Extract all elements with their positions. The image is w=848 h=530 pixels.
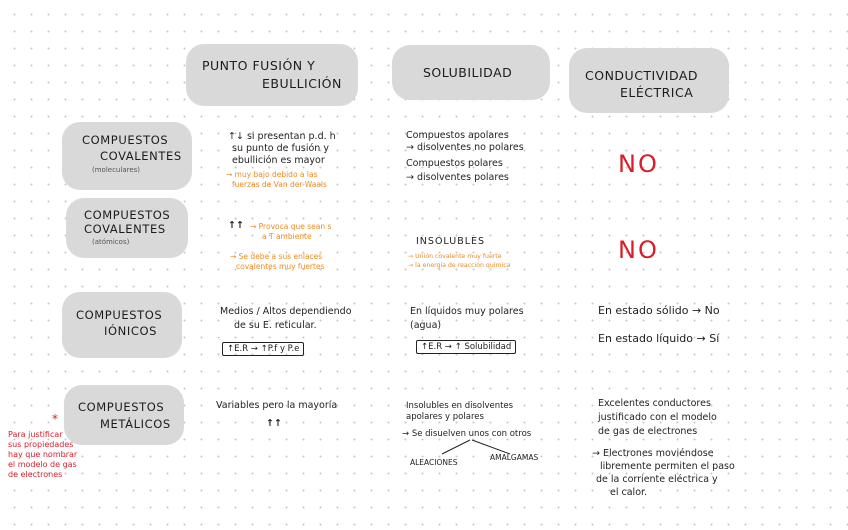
r2-conductividad-no: NO [618,236,659,264]
row-covalentes-moleculares-line2: COVALENTES [100,149,182,163]
r4-sol-amalgamas: AMALGAMAS [490,453,539,462]
row-ionicos-line1: COMPUESTOS [76,308,163,322]
r1-sol-line3: Compuestos polares [406,158,503,169]
r4-sol-aleaciones: ALEACIONES [410,458,458,467]
r3-cond-line2: En estado líquido → Sí [598,332,720,345]
row-ionicos-line2: IÓNICOS [104,324,158,338]
header-fusion-line2: EBULLICIÓN [262,76,342,91]
r3-sol-line2: (agua) [410,320,442,331]
row-covalentes-moleculares-sub: (moleculares) [92,166,141,174]
r1-sol-line1: Compuestos apolares [406,130,509,141]
r1-fusion-orange-line2: fuerzas de Van der Waals [232,180,327,189]
r3-sol-box: ↑E.R → ↑ Solubilidad [416,340,516,354]
r4-cond-line7: el calor. [610,487,648,498]
r1-conductividad-no: NO [618,150,659,178]
r3-cond-line1: En estado sólido → No [598,304,720,317]
r4-cond-line3: de gas de electrones [598,426,698,437]
side-note-star: * [52,412,58,426]
r1-fusion-line3: ebullición es mayor [232,155,325,166]
row-metalicos-line2: METÁLICOS [100,417,171,431]
header-fusion-line1: PUNTO FUSIÓN Y [202,58,316,73]
r2-fusion-orange1-line1: → Provoca que sean s [250,222,332,231]
side-note-line2: sus propiedades [8,440,74,449]
side-note-line1: Para justificar [8,430,63,439]
r4-fusion-line1: Variables pero la mayoría [216,400,338,411]
r2-fusion-orange2-line2: covalentes muy fuertes [236,262,325,271]
row-metalicos-line1: COMPUESTOS [78,400,165,414]
r4-sol-line1: Insolubles en disolventes [406,401,514,411]
header-conductividad-line2: ELÉCTRICA [620,85,694,100]
r4-sol-line3: → Se disuelven unos con otros [402,429,532,439]
row-covalentes-atomicos-line2: COVALENTES [84,222,166,236]
row-covalentes-moleculares-line1: COMPUESTOS [82,133,169,147]
r3-fusion-box: ↑E.R → ↑P.f y P.e [222,342,304,356]
side-note-line5: de electrones [8,470,63,479]
r4-cond-line2: justificado con el modelo [598,412,717,423]
header-solubilidad: SOLUBILIDAD [423,65,513,80]
r3-sol-line1: En líquidos muy polares [410,306,524,317]
r1-fusion-orange-line1: → muy bajo debido a las [226,170,318,179]
row-covalentes-atomicos-sub: (atómicos) [92,238,130,246]
r2-fusion-arrows: ↑↑ [228,220,244,231]
r4-fusion-arrows: ↑↑ [266,418,282,429]
row-metalicos-pill [64,385,184,445]
row-covalentes-atomicos-line1: COMPUESTOS [84,208,171,222]
r1-sol-line2: → disolventes no polares [406,142,524,153]
r1-fusion-line1: ↑↓ si presentan p.d. h [228,131,336,142]
r3-fusion-line1: Medios / Altos dependiendo [220,306,352,317]
r4-cond-line4: → Electrones moviéndose [592,448,714,459]
r4-cond-line5: libremente permiten el paso [600,461,735,472]
r4-sol-line2: apolares y polares [406,412,484,422]
header-fusion-pill [186,44,358,106]
header-conductividad-line1: CONDUCTIVIDAD [585,68,699,83]
r2-sol-insolubles: INSOLUBLES [416,236,486,247]
r2-sol-orange-line2: → la energía de reacción química [408,262,511,269]
r4-cond-line6: de la corriente eléctrica y [596,474,718,485]
side-note-line4: el modelo de gas [8,460,77,469]
r1-fusion-line2: su punto de fusión y [232,143,329,154]
r1-sol-line4: → disolventes polares [406,172,509,183]
r2-fusion-orange2-line1: → Se debe a sus enlaces [230,252,323,261]
side-note-line3: hay que nombrar [8,450,78,459]
r3-fusion-line2: de su E. reticular. [234,320,317,331]
r4-cond-line1: Excelentes conductores [598,398,711,409]
r2-sol-orange-line1: → Unión covalente muy fuerte [408,253,502,260]
r2-fusion-orange1-line2: a T ambiente [262,232,312,241]
